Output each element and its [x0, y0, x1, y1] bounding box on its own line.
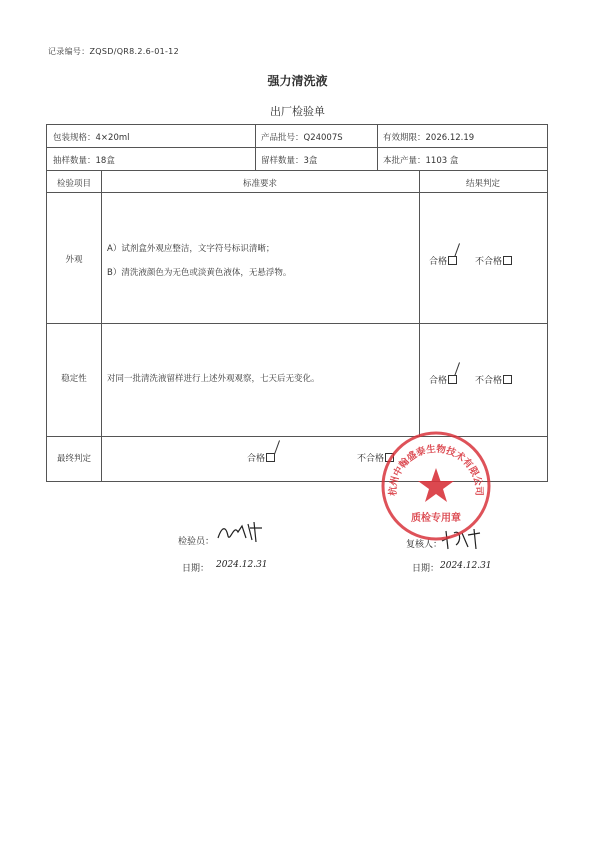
inspector-date-label: 日期：: [182, 564, 210, 574]
inspection-table: [46, 124, 548, 482]
requirement-b: B）清洗液颜色为无色或淡黄色液体，无悬浮物。: [107, 268, 292, 278]
document-subtitle: 出厂检验单: [270, 105, 325, 118]
inspector-date: 2024.12.31: [216, 560, 268, 570]
appearance-fail-option: 不合格: [475, 254, 512, 267]
expiry-field: 有效期限：2026.12.19: [383, 133, 475, 143]
row-item-appearance: 外观: [65, 255, 83, 265]
document-title: 强力清洗液: [267, 74, 328, 88]
appearance-pass-option: 合格: [429, 254, 457, 267]
final-pass-option: 合格: [247, 451, 275, 464]
retain-qty-field: 留样数量：3盒: [261, 156, 318, 166]
checkbox-icon: [503, 375, 512, 384]
seal-company-text: 杭州中翰盛泰生物技术有限公司: [387, 443, 485, 496]
quality-inspection-seal: [380, 430, 492, 542]
sample-qty-field: 抽样数量：18盒: [53, 156, 115, 166]
checkbox-icon: [448, 375, 457, 384]
row-item-stability: 稳定性: [61, 374, 87, 384]
column-header-result: 结果判定: [465, 179, 500, 189]
stability-requirement: 对同一批清洗液留样进行上述外观观察，七天后无变化。: [107, 374, 320, 384]
batch-field: 产品批号：Q24007S: [261, 133, 343, 143]
checkbox-icon: [503, 256, 512, 265]
final-judgement-label: 最终判定: [56, 454, 91, 464]
approver-label: 复核人：: [406, 540, 443, 550]
record-number: 记录编号：ZQSD/QR8.2.6-01-12: [48, 47, 179, 56]
checkbox-icon: [448, 256, 457, 265]
star-icon: [418, 468, 454, 502]
approver-date-label: 日期：: [412, 564, 440, 574]
seal-purpose-text: 质检专用章: [411, 513, 461, 524]
batch-output-field: 本批产量：1103 盒: [383, 156, 459, 166]
column-header-item: 检验项目: [56, 179, 91, 189]
checkbox-icon: [266, 453, 275, 462]
inspector-signature: [216, 520, 266, 544]
column-header-standard: 标准要求: [242, 179, 277, 189]
stability-fail-option: 不合格: [475, 373, 512, 386]
approver-date: 2024.12.31: [440, 561, 492, 571]
requirement-a: A）试剂盒外观应整洁，文字符号标识清晰；: [107, 244, 275, 254]
stability-pass-option: 合格: [429, 373, 457, 386]
final-fail-option: 不合格: [357, 451, 394, 464]
spec-field: 包装规格：4×20ml: [53, 133, 130, 143]
inspector-label: 检验员：: [178, 537, 215, 547]
